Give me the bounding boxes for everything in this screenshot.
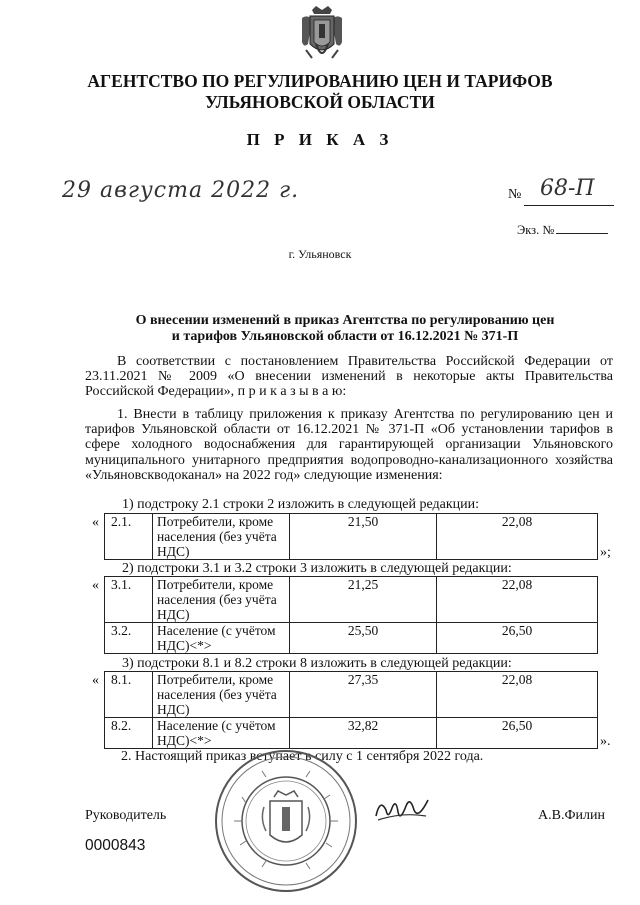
number-underline [524,205,614,206]
row-number: 3.2. [105,623,153,654]
tariff-table-3 [104,671,598,749]
row-number: 2.1. [105,514,153,560]
agency-name-line2: УЛЬЯНОВСКОЙ ОБЛАСТИ [205,92,435,112]
quote-close: ». [600,734,611,749]
quote-open: « [92,515,99,530]
quote-open: « [92,578,99,593]
signatory-name: А.В.Филин [538,808,605,823]
row-number: 8.1. [105,672,153,718]
tariff-value-2: 22,08 [437,514,598,560]
city: г. Ульяновск [288,247,352,261]
number-label: № [508,187,522,202]
document-subject [85,313,605,345]
tariff-value-1: 21,50 [290,514,437,560]
table-row [105,514,598,560]
tariff-value-2: 26,50 [437,623,598,654]
document-type-title: П Р И К А З [246,130,394,149]
signatory-title: Руководитель [85,808,167,823]
copy-number-blank [556,222,608,234]
copy-number-label: Экз. № [517,223,555,237]
subject-line2: и тарифов Ульяновской области от 16.12.2021 № 371-П [171,329,519,344]
handwritten-signature-icon [372,790,432,832]
official-seal-icon [212,747,360,895]
row-number: 3.1. [105,577,153,623]
coat-of-arms-icon [298,4,346,66]
handwritten-date: 29 августа 2022 г. [62,178,300,203]
consumer-category: Население (с учётом НДС)<*> [153,623,290,654]
table-row [105,577,598,623]
tariff-value-2: 26,50 [437,718,598,749]
consumer-category: Потребители, кроме населения (без учёта НДС) [153,577,290,623]
tariff-value-2: 22,08 [437,577,598,623]
tariff-value-2: 22,08 [437,672,598,718]
clause-2-paragraph: 2. Настоящий приказ вступает в силу с 1 сентября 2022 года. [121,749,484,764]
tariff-value-1: 25,50 [290,623,437,654]
subclause-3: 3) подстроки 8.1 и 8.2 строки 8 изложить в следующей редакции: [122,656,512,671]
tariff-table-1 [104,513,598,560]
table-row [105,718,598,749]
table-row [105,672,598,718]
tariff-table-2 [104,576,598,654]
copy-number [517,222,608,238]
agency-name-line1: АГЕНТСТВО ПО РЕГУЛИРОВАНИЮ ЦЕН И ТАРИФОВ [87,71,553,91]
subclause-1: 1) подстроку 2.1 строки 2 изложить в следующей редакции: [122,497,480,512]
registration-number: 0000843 [85,837,146,854]
subject-line1: О внесении изменений в приказ Агентства по регулированию цен [135,313,555,328]
tariff-value-1: 32,82 [290,718,437,749]
consumer-category: Потребители, кроме населения (без учёта НДС) [153,514,290,560]
handwritten-number: 68-П [540,176,595,201]
quote-close: »; [600,545,611,560]
quote-open: « [92,673,99,688]
row-number: 8.2. [105,718,153,749]
consumer-category: Потребители, кроме населения (без учёта НДС) [153,672,290,718]
clause-1-paragraph: 1. Внести в таблицу приложения к приказу Агентства по регулированию цен и тарифов Ульяновской области от 16.12.2021 № 371-П «Об установлении тарифов в сфере холодного водоснабжения для гарантирующей организации Ульяновского муниципального унитарного предприятия водопроводно-канализационного хозяйства «Ульяновскводоканал» на 2022 год» следующие изменения: [85,407,613,483]
table-row [105,623,598,654]
subclause-2: 2) подстроки 3.1 и 3.2 строки 3 изложить в следующей редакции: [122,561,512,576]
consumer-category: Население (с учётом НДС)<*> [153,718,290,749]
preamble-paragraph: В соответствии с постановлением Правительства Российской Федерации от 23.11.2021 № 2009 «О внесении изменений в некоторые акты Правительства Российской Федерации», п р и к а з ы в а ю: [85,354,613,400]
tariff-value-1: 27,35 [290,672,437,718]
tariff-value-1: 21,25 [290,577,437,623]
